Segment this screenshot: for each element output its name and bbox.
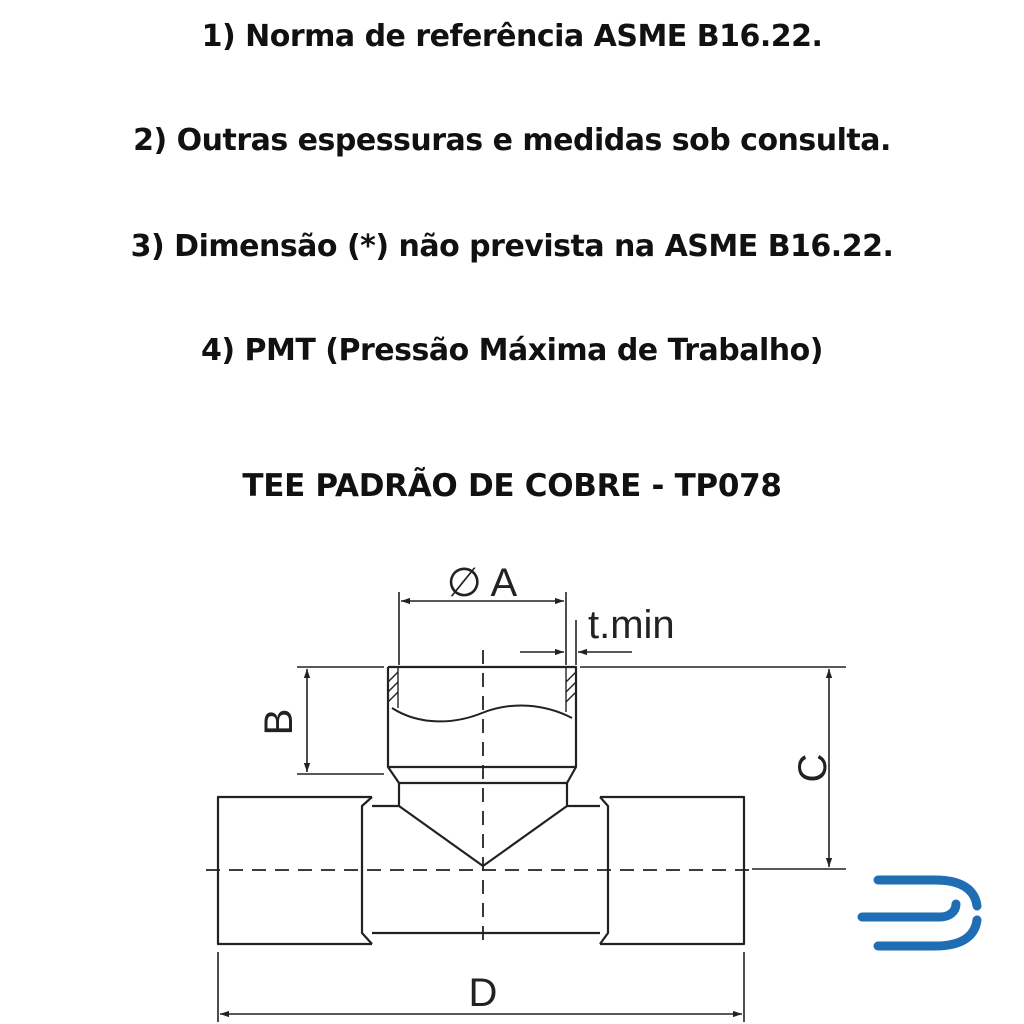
brand-logo [862, 880, 977, 946]
dim-label-d: D [468, 971, 498, 1015]
dimension-b [297, 667, 384, 774]
product-title: TEE PADRÃO DE COBRE - TP078 [242, 468, 782, 504]
dim-label-c: C [791, 753, 835, 783]
note-norma-referencia: 1) Norma de referência ASME B16.22. [201, 19, 823, 54]
tee-body-outline [218, 667, 744, 944]
note-outras-espessuras: 2) Outras espessuras e medidas sob consulta. [133, 123, 891, 158]
dim-label-a: ∅ A [446, 561, 518, 605]
dim-label-t: t.min [588, 603, 675, 647]
socket-wall-hatching [388, 667, 576, 712]
note-dimensao-nao-prevista: 3) Dimensão (*) não prevista na ASME B16.22. [130, 229, 894, 264]
note-pmt: 4) PMT (Pressão Máxima de Trabalho) [201, 333, 823, 368]
socket-section-line [392, 706, 572, 722]
dim-label-b: B [257, 708, 301, 736]
